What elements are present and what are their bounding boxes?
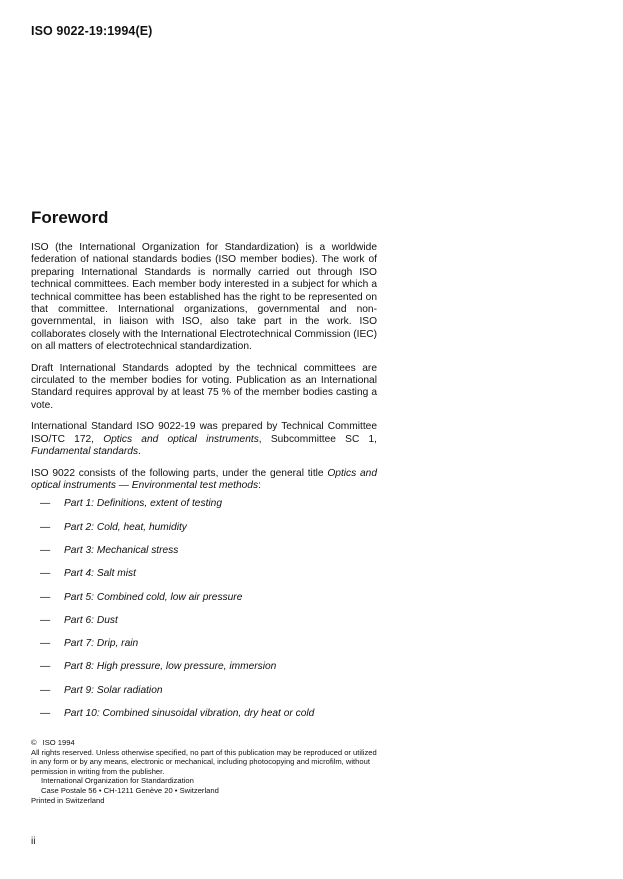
- list-item: [31, 522, 377, 545]
- list-item: [31, 545, 377, 568]
- list-dash: —: [40, 707, 51, 719]
- organization-address: Case Postale 56 • CH-1211 Genève 20 • Switzerland: [41, 785, 219, 795]
- paragraph-parts-intro: [31, 468, 377, 493]
- list-dash: —: [40, 521, 51, 533]
- list-item: [31, 685, 377, 708]
- part-title: Part 9: Solar radiation: [64, 684, 163, 696]
- printed-in: Printed in Switzerland: [31, 795, 105, 805]
- section-title: Foreword: [31, 208, 109, 227]
- page-number: ii: [31, 836, 36, 847]
- list-item: [31, 592, 377, 615]
- general-title: Optics and optical instruments — Environmental test methods: [31, 467, 378, 491]
- list-item: [31, 708, 377, 731]
- rights-statement: All rights reserved. Unless otherwise specified, no part of this publication may be reproduced or utilized in any form or by any means, electronic or mechanical, including photocopying and microfilm, without permission in writing from the publisher.: [31, 747, 377, 776]
- parts-intro-text: ISO 9022 consists of the following parts, under the general title: [31, 467, 328, 479]
- part-title: Part 5: Combined cold, low air pressure: [64, 591, 243, 603]
- paragraph-prepared-by: [31, 421, 377, 458]
- committee-title: Optics and optical instruments: [103, 433, 259, 445]
- prepared-by-text: International Standard ISO 9022-19 was prepared by Technical Committee ISO/TC 172,: [31, 421, 377, 445]
- list-dash: —: [40, 638, 51, 650]
- list-dash: —: [40, 684, 51, 696]
- subcommittee-title: Fundamental standards: [31, 446, 139, 458]
- list-dash: —: [40, 614, 51, 626]
- organization-name: International Organization for Standardization: [41, 776, 194, 786]
- paragraph-voting: Draft International Standards adopted by the technical committees are circulated to the member bodies for voting. Publication as an International Standard requires approval by at least 75 % of the member bodies casting a vote.: [31, 362, 377, 411]
- list-item: [31, 615, 377, 638]
- part-title: Part 1: Definitions, extent of testing: [64, 498, 222, 510]
- list-dash: —: [40, 568, 51, 580]
- part-title: Part 8: High pressure, low pressure, immersion: [64, 661, 277, 673]
- foreword-body: [31, 242, 377, 731]
- parts-list: [31, 498, 377, 731]
- list-dash: —: [40, 591, 51, 603]
- list-dash: —: [40, 661, 51, 673]
- document-id-header: ISO 9022-19:1994(E): [31, 24, 153, 38]
- part-title: Part 4: Salt mist: [64, 568, 136, 580]
- list-dash: —: [40, 498, 51, 510]
- copyright-symbol: ©: [31, 738, 37, 747]
- paragraph-iso-intro: ISO (the International Organization for Standardization) is a worldwide federation of national standards bodies (ISO member bodies). The work of preparing International Standards is normally carried out through ISO technical committees. Each member body interested in a subject for which a technical committee has been established has the right to be represented on that committee. International organizations, governmental and non-governmental, in liaison with ISO, also take part in the work. ISO collaborates closely with the International Electrotechnical Commission (IEC) on all matters of electrotechnical standardization.: [31, 242, 377, 353]
- part-title: Part 10: Combined sinusoidal vibration, dry heat or cold: [64, 707, 315, 719]
- list-item: [31, 498, 377, 521]
- period: .: [138, 446, 141, 458]
- part-title: Part 6: Dust: [64, 614, 118, 626]
- list-item: [31, 661, 377, 684]
- copyright-text: ISO 1994: [42, 738, 75, 747]
- part-title: Part 3: Mechanical stress: [64, 544, 179, 556]
- copyright-line: [31, 738, 377, 748]
- list-item: [31, 568, 377, 591]
- colon: :: [258, 479, 261, 491]
- part-title: Part 7: Drip, rain: [64, 638, 139, 650]
- copyright-notice: [31, 738, 377, 805]
- subcommittee-text: , Subcommittee SC 1,: [258, 433, 378, 445]
- list-item: [31, 638, 377, 661]
- part-title: Part 2: Cold, heat, humidity: [64, 521, 187, 533]
- list-dash: —: [40, 544, 51, 556]
